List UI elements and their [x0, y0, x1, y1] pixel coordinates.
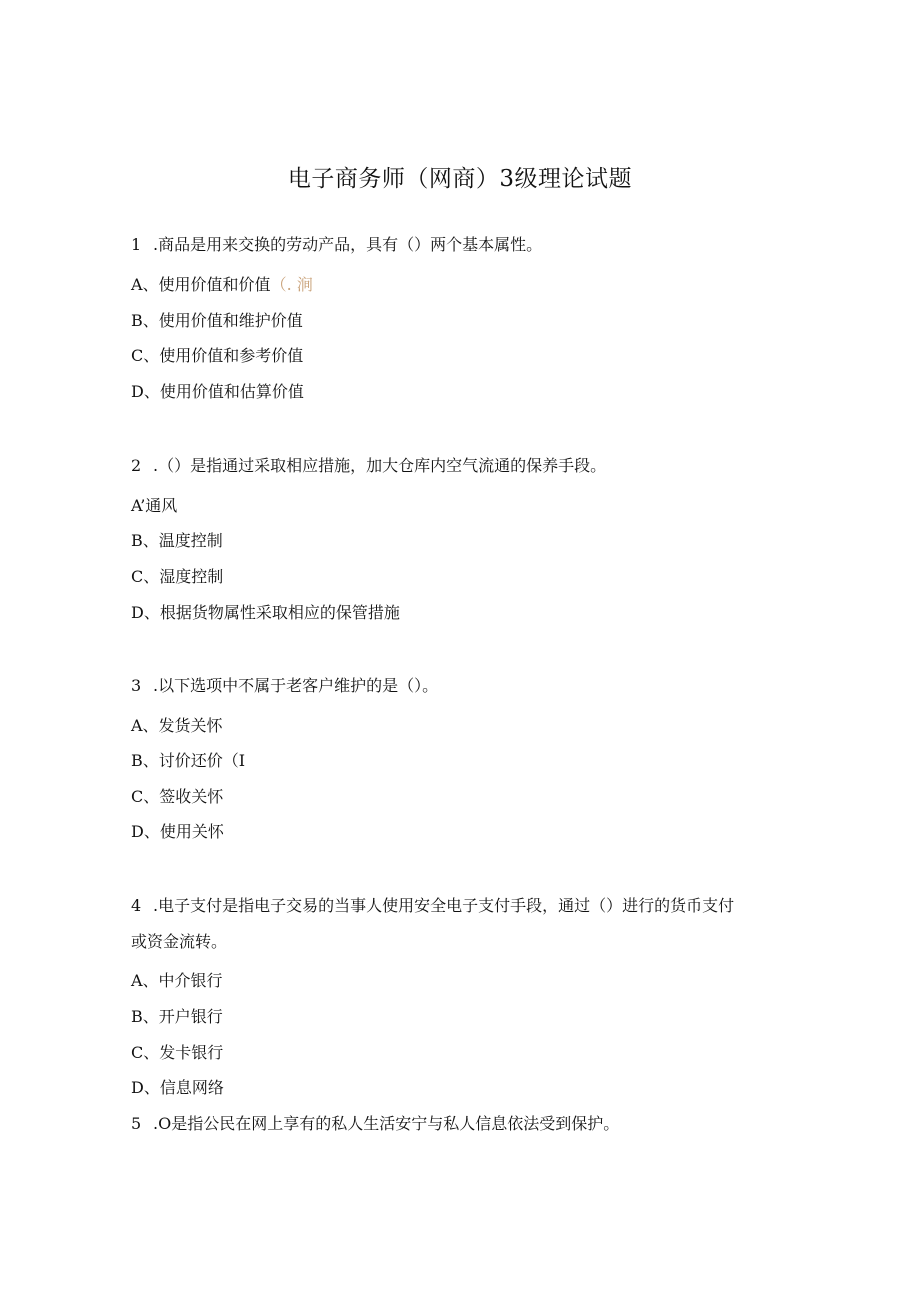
question-4-option-b: B、开户银行: [131, 1007, 223, 1026]
question-number: 4: [131, 896, 142, 915]
question-1-stem: [131, 233, 542, 257]
question-text: .O是指公民在网上享有的私人生活安宁与私人信息依法受到保护。: [153, 1114, 620, 1133]
option-text: A、使用价值和价值: [131, 275, 271, 294]
question-4-stem-continued: 或资金流转。: [131, 932, 228, 951]
question-text: .（）是指通过采取相应措施，加大仓库内空气流通的保养手段。: [153, 456, 607, 475]
question-2-stem: [131, 454, 606, 478]
question-1-option-b: B、使用价值和维护价值: [131, 311, 303, 330]
question-number: 3: [131, 676, 142, 695]
question-2-option-c: C、湿度控制: [131, 567, 224, 586]
question-1-option-c: C、使用价值和参考价值: [131, 346, 304, 365]
question-4-stem: [131, 894, 734, 918]
question-4-option-c: C、发卡银行: [131, 1043, 224, 1062]
question-3-option-c: C、签收关怀: [131, 787, 224, 806]
question-3-stem: [131, 674, 438, 698]
question-3-option-a: A、发货关怀: [131, 716, 223, 735]
question-text: .电子支付是指电子交易的当事人使用安全电子支付手段，通过（）进行的货币支付: [153, 896, 735, 915]
question-1-option-d: D、使用价值和估算价值: [131, 382, 304, 401]
question-number: 5: [131, 1114, 142, 1133]
question-text: .以下选项中不属于老客户维护的是（）。: [153, 676, 439, 695]
question-number: 1: [131, 235, 142, 254]
question-2-option-d: D、根据货物属性采取相应的保管措施: [131, 603, 400, 622]
question-3-option-b: B、讨价还价（I: [131, 751, 246, 770]
question-text: .商品是用来交换的劳动产品，具有（）两个基本属性。: [153, 235, 543, 254]
question-5-stem: [131, 1112, 619, 1136]
question-1-option-a: [131, 273, 313, 297]
handwritten-annotation: （. 涧: [270, 275, 313, 294]
question-4-option-d: D、信息网络: [131, 1078, 224, 1097]
question-4-option-a: A、中介银行: [131, 971, 223, 990]
question-2-option-b: B、温度控制: [131, 531, 223, 550]
document-title: 电子商务师（网商）3级理论试题: [287, 166, 633, 192]
question-3-option-d: D、使用关怀: [131, 822, 224, 841]
question-number: 2: [131, 456, 142, 475]
question-2-option-a: A’通风: [131, 496, 178, 515]
